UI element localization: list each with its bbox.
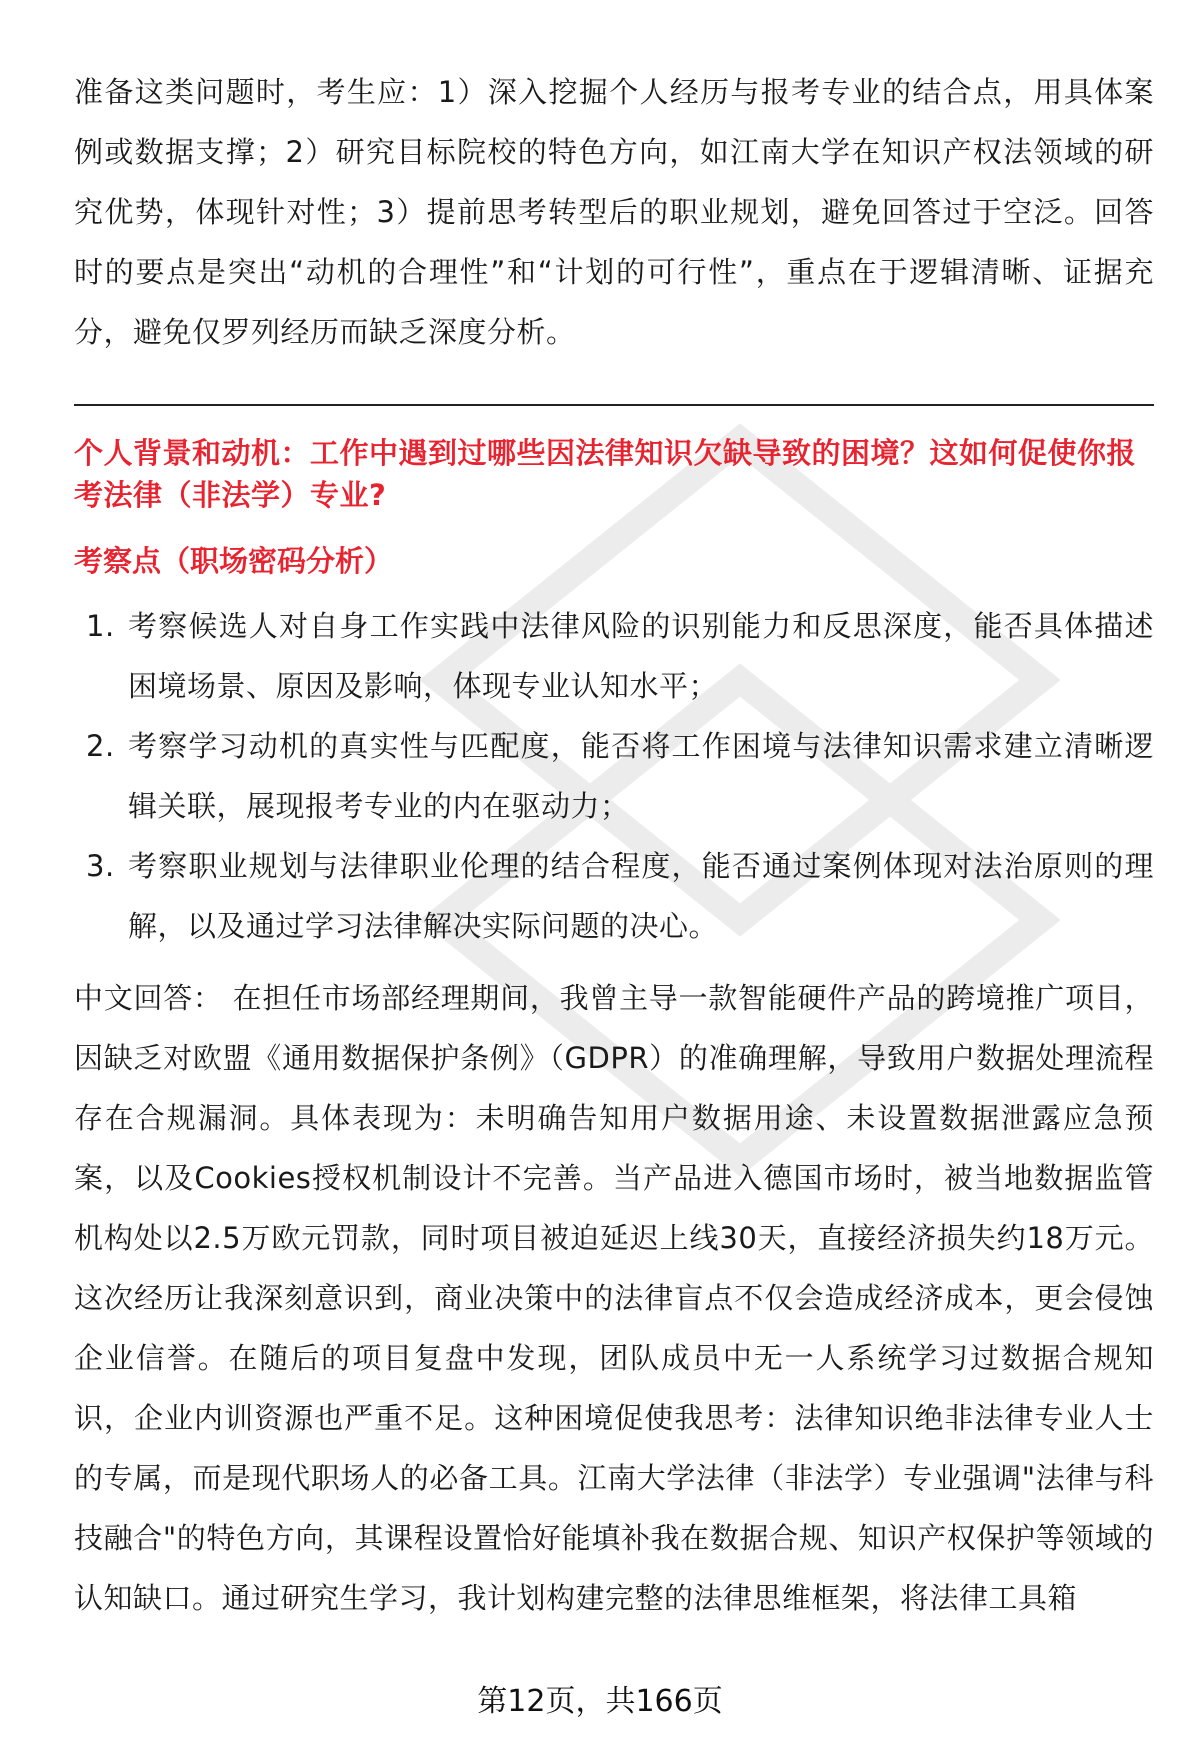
question-heading: 个人背景和动机：工作中遇到过哪些因法律知识欠缺导致的困境？这如何促使你报考法律（非法学）专业? xyxy=(74,436,1137,512)
list-item-number: 2. xyxy=(86,729,115,763)
page-number-footer: 第12页，共166页 xyxy=(477,1684,723,1719)
intro-paragraph: 准备这类问题时，考生应：1）深入挖掘个人经历与报考专业的结合点，用具体案例或数据支撑；2）研究目标院校的特色方向，如江南大学在知识产权法领域的研究优势，体现针对性；3）提前思考转型后的职业规划，避免回答过于空泛。回答时的要点是突出“动机的合理性”和“计划的可行性”，重点在于逻辑清晰、证据充分，避免仅罗列经历而缺乏深度分析。 xyxy=(74,75,1154,349)
section-divider xyxy=(74,404,1154,406)
document-content xyxy=(74,62,1154,1628)
list-item-number: 3. xyxy=(86,849,115,883)
list-item-text: 考察学习动机的真实性与匹配度，能否将工作困境与法律知识需求建立清晰逻辑关联，展现报考专业的内在驱动力； xyxy=(128,729,1154,823)
list-item xyxy=(74,716,1154,836)
assessment-points-list xyxy=(74,596,1154,956)
list-item-number: 1. xyxy=(86,609,115,643)
list-item-text: 考察职业规划与法律职业伦理的结合程度，能否通过案例体现对法治原则的理解，以及通过学习法律解决实际问题的决心。 xyxy=(128,849,1154,943)
assessment-points-heading: 考察点（职场密码分析） xyxy=(74,544,394,578)
list-item xyxy=(74,836,1154,956)
answer-paragraph: 中文回答： 在担任市场部经理期间，我曾主导一款智能硬件产品的跨境推广项目，因缺乏对欧盟《通用数据保护条例》（GDPR）的准确理解，导致用户数据处理流程存在合规漏洞。具体表现为：未明确告知用户数据用途、未设置数据泄露应急预案，以及Cookies授权机制设计不完善。当产品进入德国市场时，被当地数据监管机构处以2.5万欧元罚款，同时项目被迫延迟上线30天，直接经济损失约18万元。这次经历让我深刻意识到，商业决策中的法律盲点不仅会造成经济成本，更会侵蚀企业信誉。在随后的项目复盘中发现，团队成员中无一人系统学习过数据合规知识，企业内训资源也严重不足。这种困境促使我思考：法律知识绝非法律专业人士的专属，而是现代职场人的必备工具。江南大学法律（非法学）专业强调"法律与科技融合"的特色方向，其课程设置恰好能填补我在数据合规、知识产权保护等领域的认知缺口。通过研究生学习，我计划构建完整的法律思维框架，将法律工具箱 xyxy=(74,981,1154,1615)
list-item xyxy=(74,596,1154,716)
list-item-text: 考察候选人对自身工作实践中法律风险的识别能力和反思深度，能否具体描述困境场景、原因及影响，体现专业认知水平； xyxy=(128,609,1154,703)
